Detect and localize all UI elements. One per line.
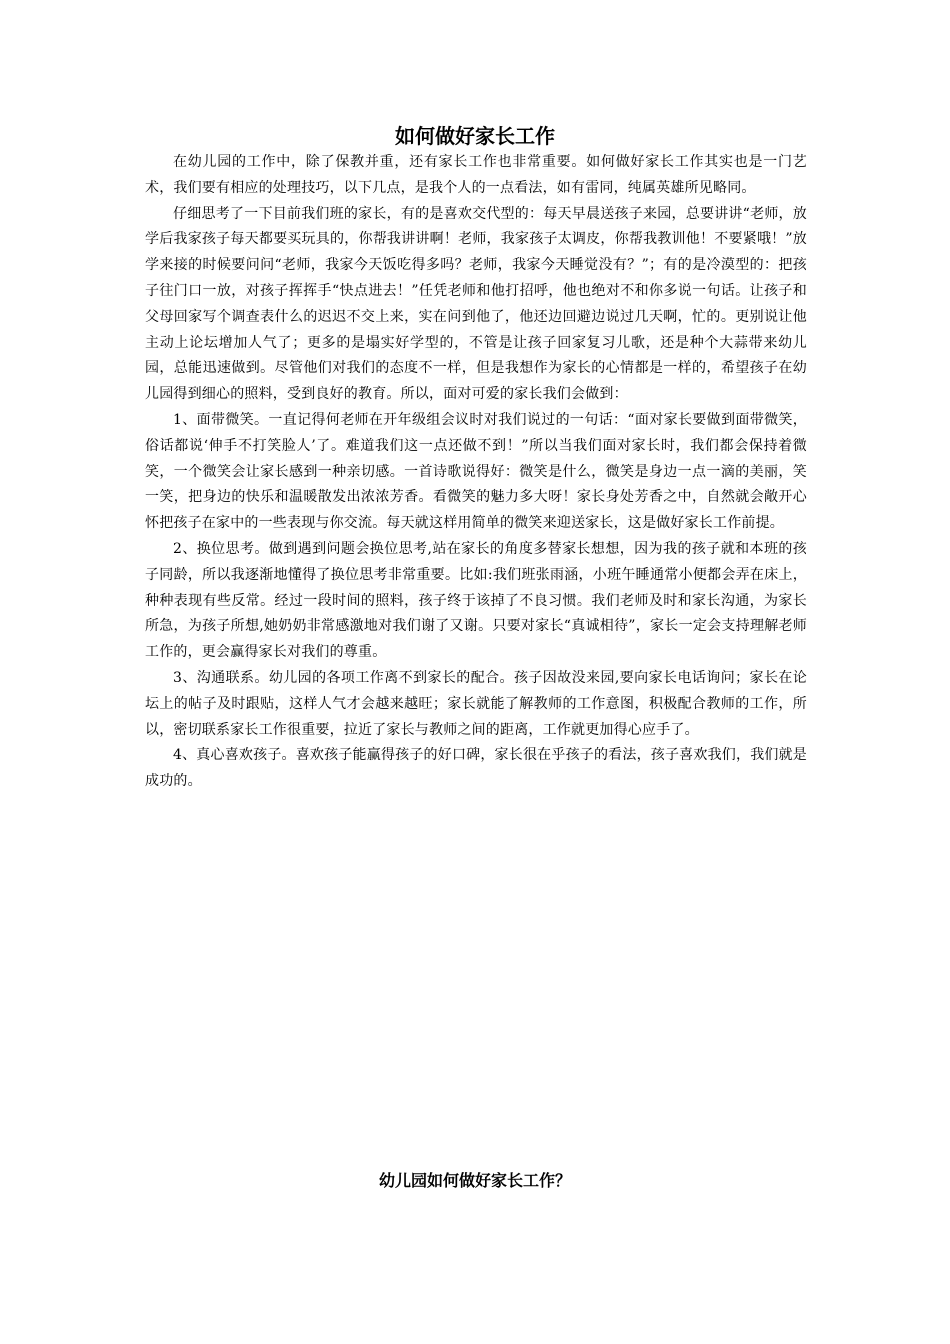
document-title: 如何做好家长工作 — [395, 124, 555, 148]
paragraph-parent-types: 仔细思考了一下目前我们班的家长，有的是喜欢交代型的：每天早晨送孩子来园，总要讲讲“老师，放学后我家孩子每天都要买玩具的，你帮我讲讲啊！老师，我家孩子太调皮，你帮我教训他！不要紧哦！”放学来接的时候要问问“老师，我家今天饭吃得多吗？老师，我家今天睡觉没有？”；有的是冷漠型的：把孩子往门口一放，对孩子挥挥手“快点进去！”任凭老师和他打招呼，他也绝对不和你多说一句话。让孩子和父母回家写个调查表什么的迟迟不交上来，实在问到他了，他还边回避边说过几天啊，忙的。更别说让他主动上论坛增加人气了；更多的是塌实好学型的，不管是让孩子回家复习儿歌，还是种个大蒜带来幼儿园，总能迅速做到。尽管他们对我们的态度不一样，但是我想作为家长的心情都是一样的，希望孩子在幼儿园得到细心的照料，受到良好的教育。所以，面对可爱的家长我们会做到： — [145, 205, 807, 403]
paragraph-point-communication: 3、沟通联系。幼儿园的各项工作离不到家长的配合。孩子因故没来园,要向家长电话询问；家长在论坛上的帖子及时跟贴，这样人气才会越来越旺；家长就能了解教师的工作意图，积极配合教师的工作，所以，密切联系家长工作很重要，拉近了家长与教师之间的距离，工作就更加得心应手了。 — [145, 669, 807, 738]
paragraph-point-smile: 1、面带微笑。一直记得何老师在开年级组会议时对我们说过的一句话：“面对家长要做到面带微笑，俗话都说‘伸手不打笑脸人’了。难道我们这一点还做不到！”所以当我们面对家长时，我们都会保持着微笑，一个微笑会让家长感到一种亲切感。一首诗歌说得好：微笑是什么，微笑是身边一点一滴的美丽，笑一笑，把身边的快乐和温暖散发出浓浓芳香。看微笑的魅力多大呀！家长身处芳香之中，自然就会敞开心怀把孩子在家中的一些表现与你交流。每天就这样用简单的微笑来迎送家长，这是做好家长工作前提。 — [145, 411, 807, 532]
paragraph-intro: 在幼儿园的工作中，除了保教并重，还有家长工作也非常重要。如何做好家长工作其实也是一门艺术，我们要有相应的处理技巧，以下几点，是我个人的一点看法，如有雷同，纯属英雄所见略同。 — [145, 154, 807, 196]
next-section-title: 幼儿园如何做好家长工作？ — [378, 1171, 571, 1190]
paragraph-point-love-children: 4、真心喜欢孩子。喜欢孩子能赢得孩子的好口碑，家长很在乎孩子的看法，孩子喜欢我们，我们就是成功的。 — [145, 747, 807, 790]
document-body — [145, 150, 807, 795]
paragraph-point-empathy: 2、换位思考。做到遇到问题会换位思考,站在家长的角度多替家长想想，因为我的孩子就和本班的孩子同龄，所以我逐渐地懂得了换位思考非常重要。比如:我们班张雨涵，小班午睡通常小便都会弄在床上，种种表现有些反常。经过一段时间的照料，孩子终于该掉了不良习惯。我们老师及时和家长沟通，为家长所急，为孩子所想,她奶奶非常感激地对我们谢了又谢。只要对家长“真诚相待”，家长一定会支持理解老师工作的，更会赢得家长对我们的尊重。 — [145, 540, 807, 661]
